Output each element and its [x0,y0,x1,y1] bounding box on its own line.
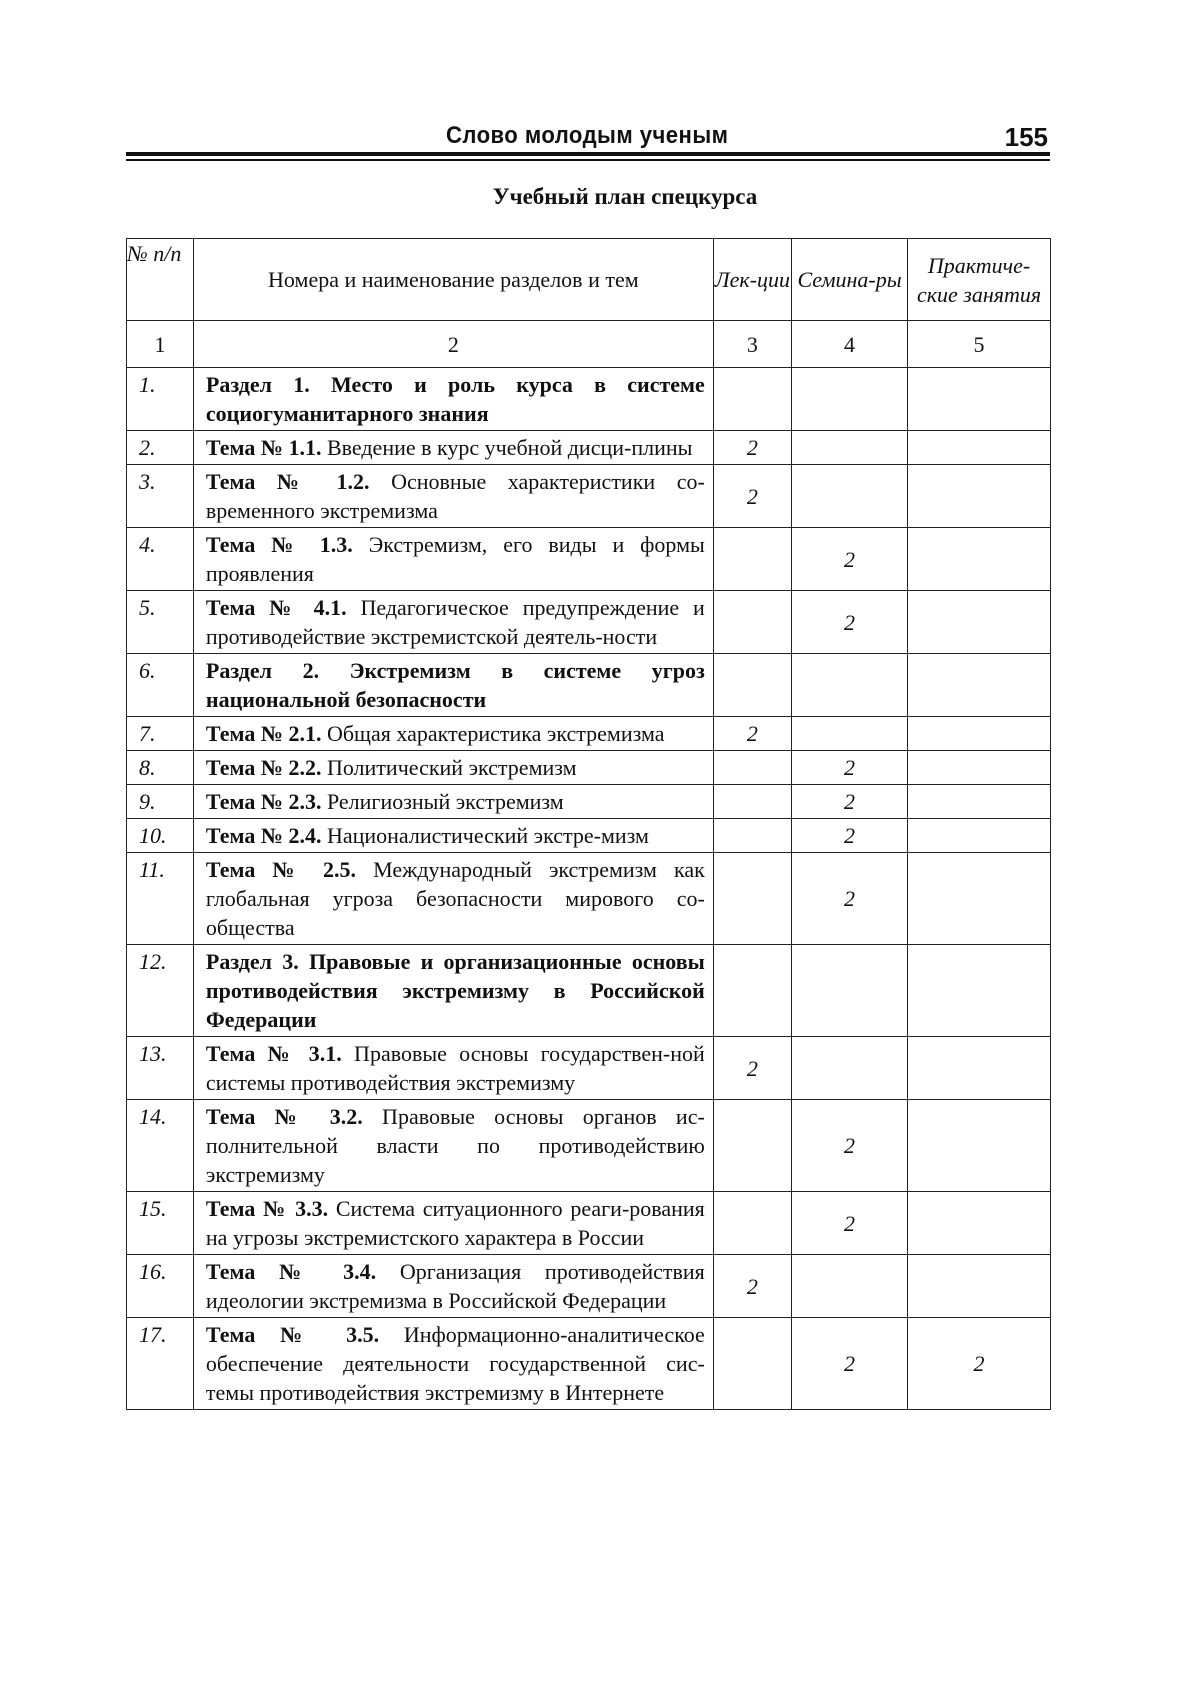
row-title-text: Международный экстремизм как глобальная угроза безопасности мирового со-общества [205,857,705,940]
document-title: Учебный план спецкурса [492,184,758,209]
row-title [193,1255,713,1318]
header-num: № п/п [127,239,194,321]
seminars-hours: 2 [792,819,908,853]
header-lectures: Лек-ции [713,239,791,321]
row-number: 1. [127,368,194,431]
practical-hours [908,1037,1051,1100]
index-cell: 1 [127,321,194,368]
row-title-bold: Тема № 2.4. [205,823,322,848]
row-title-text: Религиозный экстремизм [321,789,564,814]
row-title [193,1318,713,1410]
seminars-hours [792,717,908,751]
lectures-hours [713,528,791,591]
lectures-hours [713,751,791,785]
seminars-hours [792,431,908,465]
row-title-bold: Тема № 4.1. [205,595,347,620]
table-row [127,654,1051,717]
table-row [127,528,1051,591]
table-row [127,591,1051,654]
practical-hours [908,1255,1051,1318]
table-row [127,1255,1051,1318]
seminars-hours [792,368,908,431]
row-title-text: Организация противодействия идеологии экстремизма в Российской Федерации [205,1259,705,1313]
row-title-bold: Тема № 3.1. [205,1041,342,1066]
row-number: 14. [127,1100,194,1192]
row-number: 2. [127,431,194,465]
seminars-hours: 2 [792,785,908,819]
row-title [193,431,713,465]
practical-hours [908,1192,1051,1255]
row-number: 9. [127,785,194,819]
row-number: 15. [127,1192,194,1255]
row-title [193,717,713,751]
row-title-text: Основные характеристики со-временного экстремизма [205,469,705,523]
row-title-text: Общая характеристика экстремизма [321,721,665,746]
row-title-bold: Тема № 2.3. [205,789,322,814]
lectures-hours [713,1100,791,1192]
table-row [127,785,1051,819]
table-row [127,465,1051,528]
table-header-row [127,239,1051,321]
lectures-hours [713,591,791,654]
row-title-bold: Тема № 3.4. [205,1259,377,1284]
row-title-bold: Тема № 1.1. [205,435,322,460]
row-title [193,1100,713,1192]
row-title-bold: Раздел 1. Место и роль курса в системе социогуманитарного знания [205,372,705,426]
header-rule-thick [126,152,1050,156]
row-title [193,1037,713,1100]
table-row [127,945,1051,1037]
running-header-title: Слово молодым ученым [446,122,729,149]
row-title-bold: Тема № 3.3. [205,1196,329,1221]
seminars-hours: 2 [792,751,908,785]
row-title [193,819,713,853]
practical-hours [908,591,1051,654]
table-row [127,1192,1051,1255]
row-title [193,368,713,431]
practical-hours [908,785,1051,819]
seminars-hours [792,945,908,1037]
row-title [193,654,713,717]
row-title [193,853,713,945]
practical-hours [908,853,1051,945]
lectures-hours [713,853,791,945]
row-number: 6. [127,654,194,717]
row-number: 3. [127,465,194,528]
row-title-bold: Тема № 1.2. [205,469,370,494]
practical-hours [908,1100,1051,1192]
practical-hours [908,465,1051,528]
column-index-row [127,321,1051,368]
seminars-hours: 2 [792,853,908,945]
row-title-bold: Тема № 2.1. [205,721,322,746]
practical-hours [908,368,1051,431]
row-title-bold: Тема № 1.3. [205,532,353,557]
row-title-bold: Тема № 2.5. [205,857,357,882]
row-number: 7. [127,717,194,751]
row-title [193,785,713,819]
row-number: 4. [127,528,194,591]
lectures-hours [713,368,791,431]
row-title-text: Правовые основы государствен-ной системы противодействия экстремизму [205,1041,705,1095]
practical-hours [908,528,1051,591]
lectures-hours [713,1318,791,1410]
lectures-hours: 2 [713,1037,791,1100]
lectures-hours: 2 [713,717,791,751]
index-cell: 5 [908,321,1051,368]
seminars-hours: 2 [792,528,908,591]
row-title-bold: Тема № 3.5. [205,1322,380,1347]
row-title-text: Националистический экстре-мизм [321,823,649,848]
practical-hours: 2 [908,1318,1051,1410]
practical-hours [908,751,1051,785]
practical-hours [908,945,1051,1037]
seminars-hours [792,465,908,528]
seminars-hours: 2 [792,1192,908,1255]
practical-hours [908,717,1051,751]
row-title-bold: Раздел 3. Правовые и организационные основы противодействия экстремизму в Российской Федерации [205,949,705,1032]
lectures-hours: 2 [713,1255,791,1318]
seminars-hours: 2 [792,591,908,654]
row-title-text: Правовые основы органов ис-полнительной власти по противодействию экстремизму [205,1104,705,1187]
seminars-hours: 2 [792,1318,908,1410]
row-title-bold: Тема № 2.2. [205,755,322,780]
row-title-bold: Раздел 2. Экстремизм в системе угроз национальной безопасности [205,658,705,712]
row-title-text: Педагогическое предупреждение и противодействие экстремистской деятель-ности [205,595,705,649]
lectures-hours: 2 [713,431,791,465]
table-row [127,431,1051,465]
index-cell: 2 [193,321,713,368]
seminars-hours [792,1037,908,1100]
lectures-hours [713,819,791,853]
row-number: 16. [127,1255,194,1318]
table-row [127,368,1051,431]
row-number: 11. [127,853,194,945]
row-title-text: Экстремизм, его виды и формы проявления [205,532,705,586]
row-title [193,465,713,528]
header-practical: Практиче-ские занятия [908,239,1051,321]
table-row [127,1100,1051,1192]
row-title-text: Система ситуационного реаги-рования на угрозы экстремистского характера в России [205,1196,705,1250]
index-cell: 4 [792,321,908,368]
row-title-text: Введение в курс учебной дисци-плины [321,435,693,460]
row-number: 5. [127,591,194,654]
row-number: 12. [127,945,194,1037]
row-title [193,945,713,1037]
header-seminars: Семина-ры [792,239,908,321]
seminars-hours [792,1255,908,1318]
row-title [193,751,713,785]
row-number: 10. [127,819,194,853]
lectures-hours [713,945,791,1037]
table-row [127,717,1051,751]
row-number: 17. [127,1318,194,1410]
lectures-hours [713,785,791,819]
index-cell: 3 [713,321,791,368]
lectures-hours [713,654,791,717]
lectures-hours: 2 [713,465,791,528]
table-row [127,751,1051,785]
practical-hours [908,431,1051,465]
row-title [193,591,713,654]
practical-hours [908,819,1051,853]
header-name: Номера и наименование разделов и тем [193,239,713,321]
row-number: 8. [127,751,194,785]
practical-hours [908,654,1051,717]
table-row [127,853,1051,945]
table-row [127,1318,1051,1410]
page-number: 155 [1004,122,1048,152]
row-number: 13. [127,1037,194,1100]
header-rule-thin [126,159,1050,161]
table-row [127,819,1051,853]
row-title [193,1192,713,1255]
row-title-text: Информационно-аналитическое обеспечение деятельности государственной сис-темы противодействия экстремизму в Интернете [205,1322,705,1405]
table-row [127,1037,1051,1100]
lectures-hours [713,1192,791,1255]
row-title [193,528,713,591]
row-title-text: Политический экстремизм [321,755,577,780]
seminars-hours: 2 [792,1100,908,1192]
curriculum-table [126,238,1051,1410]
seminars-hours [792,654,908,717]
row-title-bold: Тема № 3.2. [205,1104,363,1129]
